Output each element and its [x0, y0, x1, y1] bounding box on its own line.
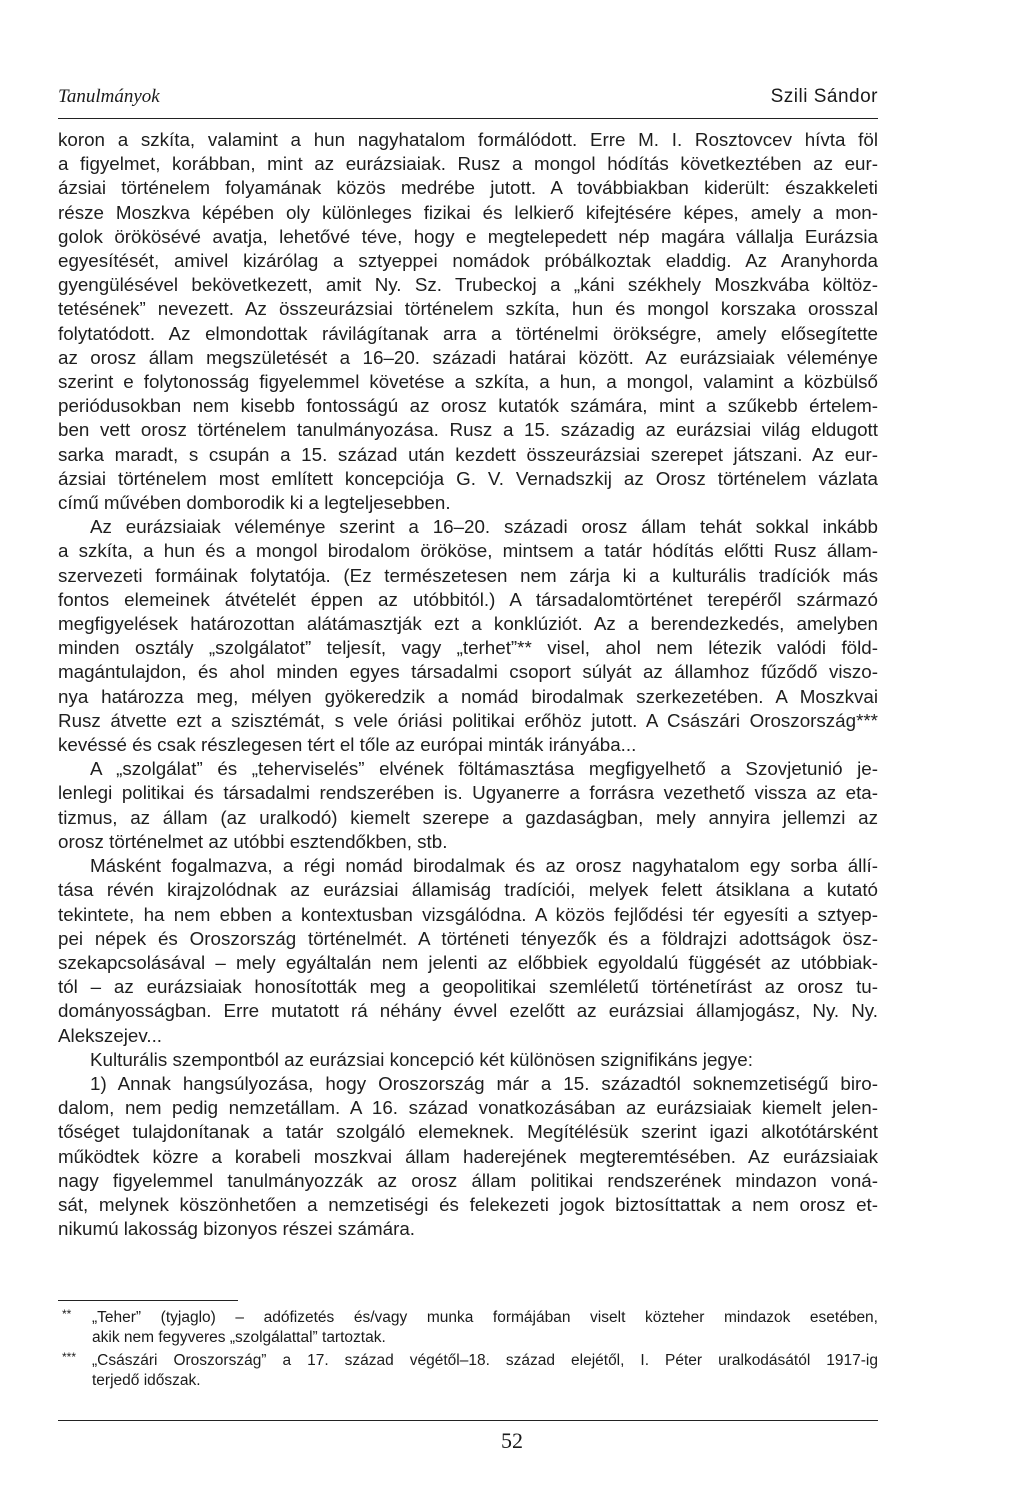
text-line: fontos elemeinek átvételét éppen az utóbbitól.) A társadalomtörténet terepéről származó	[58, 588, 878, 610]
text-line: A „szolgálat” és „teherviselés” elvének föltámasztása megfigyelhető a Szovjetunió je-	[90, 758, 878, 780]
text-line: minden osztály „szolgálatot” teljesít, vagy „terhet”** visel, ahol nem létezik valódi föld-	[58, 637, 878, 659]
footnote-line: „Teher” (tyjaglo) – adófizetés és/vagy munka formájában viselt közteher mindazok esetében,	[92, 1309, 878, 1326]
paragraph	[58, 1072, 878, 1241]
text-line: golok örökösévé avatja, lehetővé téve, hogy e megtelepedett nép magára vállalja Eurázsia	[58, 225, 878, 247]
footnote-mark: **	[62, 1307, 72, 1321]
text-line: periódusokban nem kisebb fontosságú az orosz kutatók számára, mint a szűkebb értelem-	[58, 395, 878, 417]
text-line: tekintete, ha nem ebben a kontextusban vizsgálódna. A közös fejlődési tér egyesíti a sztyep-	[58, 903, 878, 925]
footnotes	[58, 1308, 878, 1394]
text-line: sát, melynek köszönhetően a nemzetiségi és felekezeti jogok biztosíttattak a nem orosz et-	[58, 1193, 878, 1215]
text-line: orosz történelmet az utóbbi esztendőkben, stb.	[58, 830, 448, 852]
text-line: koron a szkíta, valamint a hun nagyhatalom formálódott. Erre M. I. Rosztovcev hívta föl	[58, 129, 878, 150]
text-line: című művében domborodik ki a legteljesebben.	[58, 492, 451, 514]
text-line: egyesítését, amivel kizárólag a sztyeppei nomádok próbálkoztak eladdig. Az Aranyhorda	[58, 250, 878, 272]
text-line: a figyelmet, korábban, mint az eurázsiaiak. Rusz a mongol hódítás következtében az eur-	[58, 153, 878, 175]
text-line: pei népek és Oroszország történelmét. A történeti tényezők és a földrajzi adottságok ösz-	[58, 927, 878, 949]
paragraph	[58, 515, 878, 757]
text-line: működtek közre a korabeli moszkvai állam haderejének megteremtésében. Az eurázsiaiak	[58, 1145, 878, 1167]
paragraph	[58, 1048, 878, 1072]
text-line: ázsiai történelem most említett koncepciója G. V. Vernadszkij az Orosz történelem vázlata	[58, 467, 878, 489]
text-line: Az eurázsiaiak véleménye szerint a 16–20. századi orosz állam tehát sokkal inkább	[90, 516, 878, 538]
text-line: tizmus, az állam (az uralkodó) kiemelt szerepe a gazdaságban, mely annyira jellemzi az	[58, 806, 878, 828]
text-line: tól – az eurázsiaiak honosították meg a geopolitikai szemléletű történetírást az orosz tu-	[58, 976, 878, 998]
footnote-line: „Császári Oroszország” a 17. század végétől–18. század elejétől, I. Péter uralkodásától 1917-ig	[92, 1352, 878, 1369]
text-line: ázsiai történelem folyamának közös medrébe jutott. A továbbiakban kiderült: északkeleti	[58, 177, 878, 199]
header-rule	[58, 118, 878, 119]
text-line: nya határozza meg, mélyen gyökeredzik a nomád birodalmak szerkezetében. A Moszkvai	[58, 685, 878, 707]
paragraph	[58, 757, 878, 854]
text-line: kevéssé és csak részlegesen tért el tőle az európai minták irányába...	[58, 734, 637, 756]
footnote	[58, 1308, 878, 1348]
text-line: nikumú lakosság bizonyos részei számára.	[58, 1218, 415, 1240]
footnote-line: akik nem fegyveres „szolgálattal” tartoztak.	[92, 1329, 386, 1346]
footnote	[58, 1351, 878, 1391]
text-line: magántulajdon, és ahol minden egyes társadalmi csoport súlyát az államhoz fűződő viszo-	[58, 661, 878, 683]
text-line: Rusz átvette ezt a szisztémát, s vele óriási politikai erőhöz jutott. A Császári Oroszország***	[58, 709, 878, 731]
text-line: tása révén kirajzolódnak az eurázsiai államiság tradíciói, melyek felett átsiklana a kutató	[58, 879, 878, 901]
text-line: tetésének” nevezett. Az összeurázsiai történelem szkíta, hun és mongol korszaka orosszal	[58, 298, 878, 320]
text-line: folytatódott. Az elmondottak rávilágítanak arra a történelmi örökségre, amely elősegítette	[58, 322, 878, 344]
text-line: gyengülésével bekövetkezett, amit Ny. Sz. Trubeckoj a „káni székhely Moszkvába költöz-	[58, 274, 878, 296]
footnote-separator-long	[58, 1420, 878, 1421]
running-header	[58, 86, 878, 116]
text-line: megfigyelések határozottan alátámasztják ezt a konklúziót. Az a berendezkedés, amelyben	[58, 613, 878, 635]
text-line: Másként fogalmazva, a régi nomád birodalmak és az orosz nagyhatalom egy sorba állí-	[90, 855, 878, 877]
text-line: ben vett orosz történelem tanulmányozása. Rusz a 15. századig az eurázsiai világ eldugott	[58, 419, 878, 441]
footnote-rule	[58, 1300, 238, 1301]
footnote-line: terjedő időszak.	[92, 1372, 201, 1389]
text-line: a szkíta, a hun és a mongol birodalom örököse, mintsem a tatár hódítás előtti Rusz állam-	[58, 540, 878, 562]
header-section-title: Tanulmányok	[58, 86, 160, 107]
text-line: dományosságban. Erre mutatott rá néhány évvel ezelőtt az eurázsiai államjogász, Ny. Ny.	[58, 1000, 878, 1022]
text-line: tőséget tulajdonítanak a tatár szolgáló elemeknek. Megítélésük szerint igazi alkotótársként	[58, 1121, 878, 1143]
paragraph	[58, 128, 878, 515]
text-line: része Moszkva képében oly különleges fizikai és lelkierő kifejtésére képes, amely a mon-	[58, 201, 878, 223]
text-line: szekapcsolásával – mely egyáltalán nem jelenti az előbbiek egyoldalú függését az utóbbiak-	[58, 951, 878, 973]
text-line: szerint e folytonosság figyelemmel követése a szkíta, a hun, a mongol, valamint a közbülső	[58, 371, 878, 393]
paragraph	[58, 854, 878, 1048]
body-text	[58, 128, 878, 1241]
footnote-mark: ***	[62, 1350, 77, 1364]
text-line: sarka maradt, s csupán a 15. század után kezdett összeurázsiai szerepet játszani. Az eur-	[58, 443, 878, 465]
text-line: nagy figyelemmel tanulmányozzák az orosz állam politikai rendszerének mindazon voná-	[58, 1169, 878, 1191]
text-line: Kulturális szempontból az eurázsiai koncepció két különösen szignifikáns jegye:	[90, 1048, 753, 1070]
text-line: lenlegi politikai és társadalmi rendszerében is. Ugyanerre a forrásra vezethető vissza az eta-	[58, 782, 878, 804]
text-line: az orosz állam megszületését a 16–20. századi határai között. Az eurázsiaiak véleménye	[58, 346, 878, 368]
text-line: Alekszejev...	[58, 1024, 163, 1046]
text-line: dalom, nem pedig nemzetállam. A 16. század vonatkozásában az eurázsiaiak kiemelt jelen-	[58, 1097, 878, 1119]
text-line: szervezeti formáinak folytatója. (Ez természetesen nem zárja ki a kulturális tradíciók más	[58, 564, 878, 586]
page-number: 52	[501, 1428, 523, 1453]
text-line: 1) Annak hangsúlyozása, hogy Oroszország már a 15. századtól soknemzetiségű biro-	[90, 1072, 878, 1094]
header-author: Szili Sándor	[770, 86, 878, 107]
